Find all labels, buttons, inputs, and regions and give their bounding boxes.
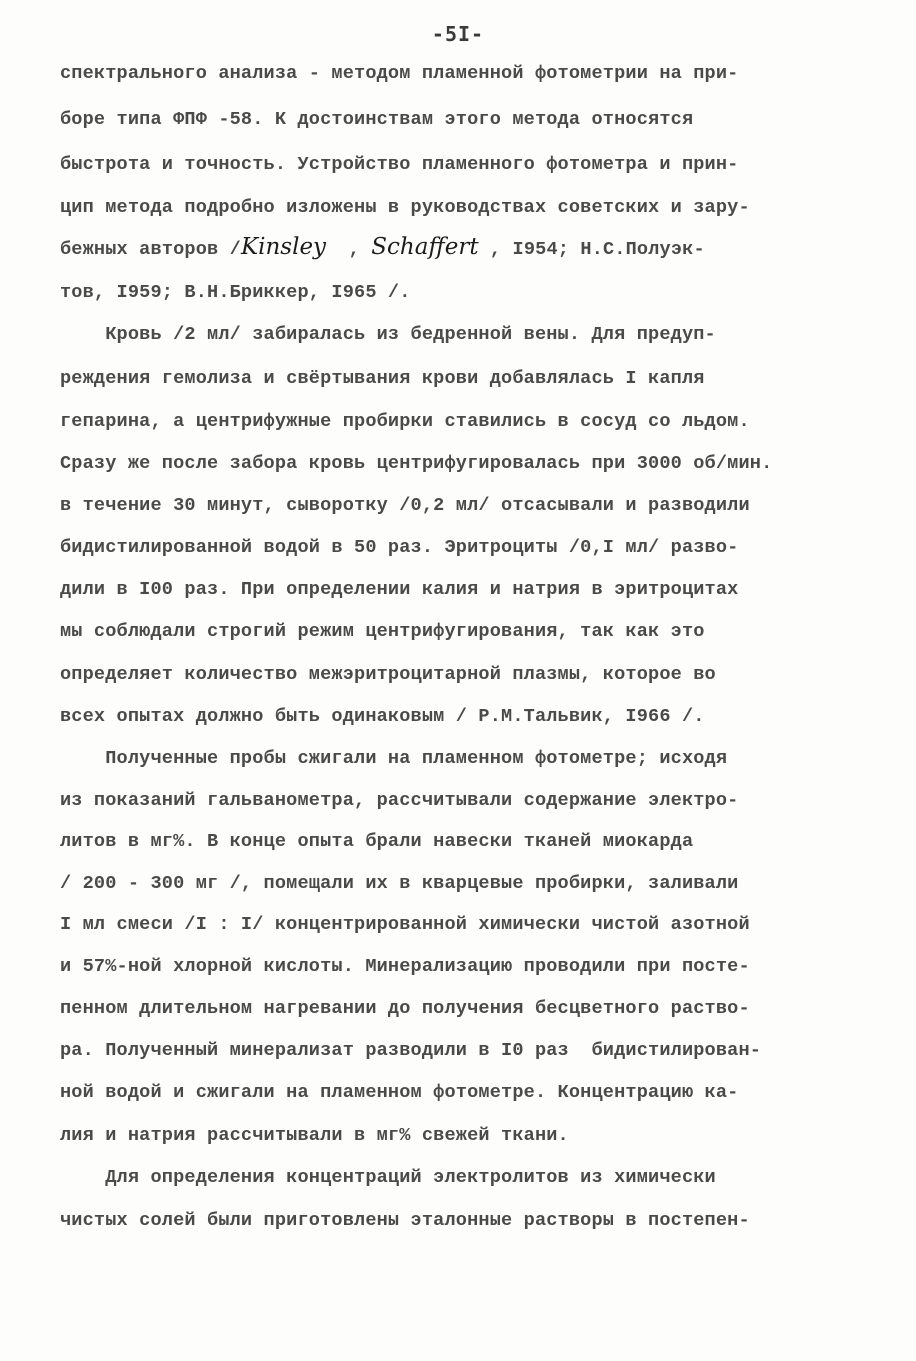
text-line: реждения гемолиза и свёртывания крови добавлялась I капля bbox=[60, 368, 705, 389]
text-line: бидистилированной водой в 50 раз. Эритроциты /0,I мл/ разво- bbox=[60, 537, 739, 558]
text-line: боре типа ФПФ -58. К достоинствам этого метода относятся bbox=[60, 109, 694, 130]
handwritten-author-name: Schaffert bbox=[371, 234, 479, 260]
text-line: цип метода подробно изложены в руководствах советских и зару- bbox=[60, 197, 750, 218]
text-line: определяет количество межэритроцитарной плазмы, которое во bbox=[60, 664, 716, 685]
text-line: пенном длительном нагревании до получения бесцветного раство- bbox=[60, 998, 750, 1019]
text-segment: , I954; Н.С.Полуэк- bbox=[478, 239, 705, 260]
text-line: Для определения концентраций электролитов из химически bbox=[60, 1167, 716, 1188]
text-line: I мл смеси /I : I/ концентрированной химически чистой азотной bbox=[60, 914, 750, 935]
text-line: тов, I959; В.Н.Бриккер, I965 /. bbox=[60, 282, 411, 303]
text-line: дили в I00 раз. При определении калия и натрия в эритроцитах bbox=[60, 579, 739, 600]
text-line: Полученные пробы сжигали на пламенном фотометре; исходя bbox=[60, 748, 728, 769]
text-line: ра. Полученный минерализат разводили в I0 раз бидистилирован- bbox=[60, 1040, 762, 1061]
text-line bbox=[60, 235, 705, 262]
text-line: спектрального анализа - методом пламенной фотометрии на при- bbox=[60, 63, 739, 84]
text-line: всех опытах должно быть одинаковым / Р.М.Тальвик, I966 /. bbox=[60, 706, 705, 727]
text-line: / 200 - 300 мг /, помещали их в кварцевые пробирки, заливали bbox=[60, 873, 739, 894]
text-line: Сразу же после забора кровь центрифугировалась при 3000 об/мин. bbox=[60, 453, 773, 474]
text-segment: бежных авторов / bbox=[60, 239, 241, 260]
text-line: в течение 30 минут, сыворотку /0,2 мл/ отсасывали и разводили bbox=[60, 495, 750, 516]
text-line: ной водой и сжигали на пламенном фотометре. Концентрацию ка- bbox=[60, 1082, 739, 1103]
text-line: чистых солей были приготовлены эталонные растворы в постепен- bbox=[60, 1210, 750, 1231]
handwritten-author-name: Kinsley bbox=[240, 234, 327, 260]
text-segment: , bbox=[326, 239, 372, 260]
text-line: быстрота и точность. Устройство пламенного фотометра и прин- bbox=[60, 154, 739, 175]
text-line: гепарина, а центрифужные пробирки ставились в сосуд со льдом. bbox=[60, 411, 750, 432]
text-line: мы соблюдали строгий режим центрифугирования, так как это bbox=[60, 621, 705, 642]
page-number: -5I- bbox=[431, 22, 485, 46]
text-line: Кровь /2 мл/ забиралась из бедренной вены. Для предуп- bbox=[60, 324, 716, 345]
text-line: лия и натрия рассчитывали в мг% свежей ткани. bbox=[60, 1125, 569, 1146]
text-line: и 57%-ной хлорной кислоты. Минерализацию проводили при посте- bbox=[60, 956, 750, 977]
text-line: из показаний гальванометра, рассчитывали содержание электро- bbox=[60, 790, 739, 811]
text-line: литов в мг%. В конце опыта брали навески тканей миокарда bbox=[60, 831, 694, 852]
